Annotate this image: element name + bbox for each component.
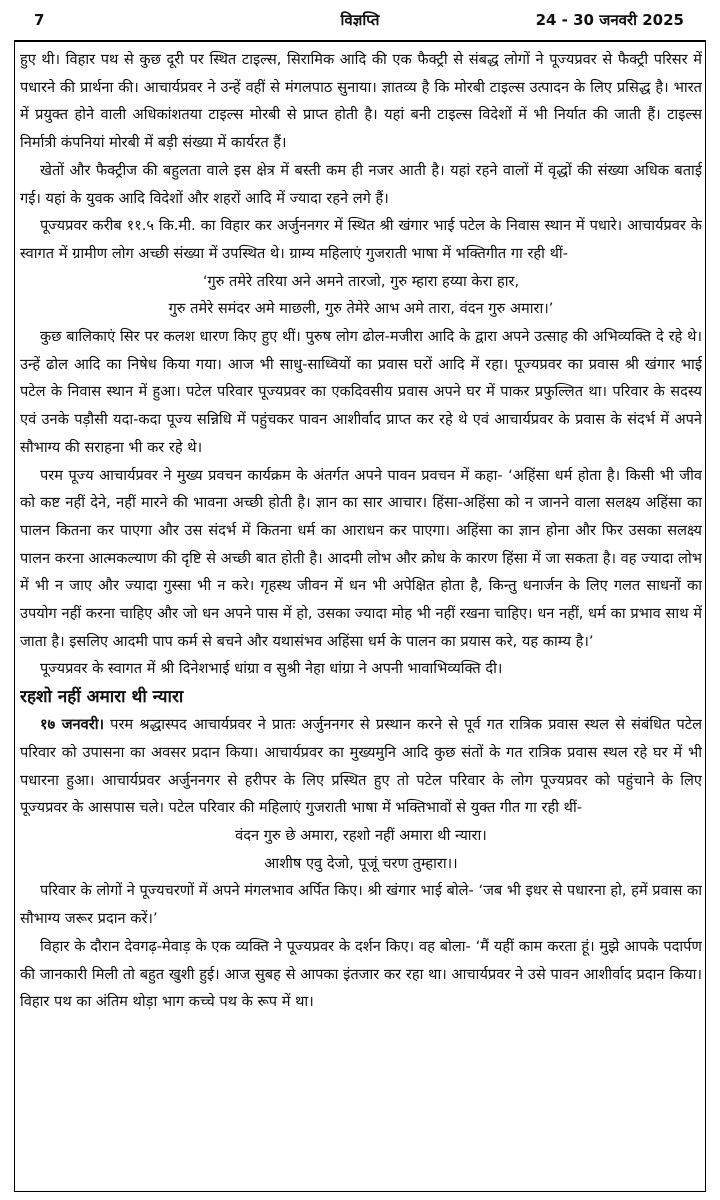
- paragraph-1: हुए थी। विहार पथ से कुछ दूरी पर स्थित टाइल्स, सिरामिक आदि की एक फैक्ट्री से संबद्ध लोगों ने पूज्यप्रवर से फैक्ट्री परिसर में पधारने की प्रार्थना की। आचार्यप्रवर ने उन्हें वहीं से मंगलपाठ सुनाया। ज्ञातव्य है कि मोरबी टाइल्स उत्पादन के लिए प्रसिद्ध है। भारत में प्रयुक्त होने वाली अधिकांशतया टाइल्स मोरबी से प्राप्त होती है। यहां बनी टाइल्स विदेशों में भी निर्यात की जाती हैं। टाइल्स निर्मात्री कंपनियां मोरबी में बड़ी संख्या में कार्यरत हैं।: [20, 51, 702, 152]
- paragraph-7-date: १७ जनवरी।: [40, 716, 105, 734]
- paragraph-9: विहार के दौरान देवगढ़-मेवाड़ के एक व्यक्ति ने पूज्यप्रवर के दर्शन किए। वह बोला- ‘मैं यहीं काम करता हूं। मुझे आपके पदार्पण की जानकारी मिली तो बहुत खुशी हुई। आज सुबह से आपका इंतजार कर रहा था। आचार्यप्रवर ने उसे पावन आशीर्वाद प्रदान किया। विहार पथ का अंतिम थोड़ा भाग कच्चे पथ के रूप में था।: [20, 937, 702, 1011]
- paragraph-7: [20, 711, 702, 822]
- paragraph-3: पूज्यप्रवर करीब ११.५ कि.मी. का विहार कर अर्जुननगर में स्थित श्री खंगार भाई पटेल के निवास स्थान में पधारे। आचार्यप्रवर के स्वागत में ग्रामीण लोग अच्छी संख्या में उपस्थित थे। ग्राम्य महिलाएं गुजराती भाषा में भक्तिगीत गा रही थीं-: [20, 217, 702, 262]
- paragraph-6: पूज्यप्रवर के स्वागत में श्री दिनेशभाई धांग्रा व सुश्री नेहा धांग्रा ने अपनी भावाभिव्यक्ति दी।: [40, 660, 503, 678]
- verse-1-line-1: ‘गुरु तमेरे तरिया अने अमने तारजो, गुरु म्हारा हय्या केरा हार,: [202, 272, 520, 290]
- page-header: [0, 0, 720, 40]
- publication-title: विज्ञप्ति: [340, 11, 380, 29]
- section-heading: रहशो नहीं अमारा थी न्यारा: [20, 687, 184, 708]
- page-number: 7: [34, 11, 45, 29]
- paragraph-2: खेतों और फैक्ट्रीज की बहुलता वाले इस क्षेत्र में बस्ती कम ही नजर आती है। यहां रहने वालों में वृद्धों की संख्या अधिक बताई गई। यहां के युवक आदि विदेशों और शहरों आदि में ज्यादा रहने लगे हैं।: [20, 161, 702, 207]
- paragraph-8: परिवार के लोगों ने पूज्यचरणों में अपने मंगलभाव अर्पित किए। श्री खंगार भाई बोले- ‘जब भी इधर से पधारना हो, हमें प्रवास का सौभाग्य जरूर प्रदान करें।’: [20, 882, 702, 928]
- article-body: [20, 46, 702, 1192]
- issue-date-range: 24 - 30 जनवरी 2025: [535, 11, 684, 29]
- paragraph-7-text: परम श्रद्धास्पद आचार्यप्रवर ने प्रातः अर्जुननगर से प्रस्थान करने से पूर्व गत रात्रिक प्रवास स्थल से संबंधित पटेल परिवार को उपासना का अवसर प्रदान किया। आचार्यप्रवर का मुख्यमुनि आदि कुछ संतों के गत रात्रिक प्रवास स्थल रहे घर में भी पधारना हुआ। आचार्यप्रवर अर्जुननगर से हरीपर के लिए प्रस्थित हुए तो पटेल परिवार के लोग पूज्यप्रवर को पहुंचाने के लिए पूज्यप्रवर के आसपास चले। पटेल परिवार की महिलाएं गुजराती भाषा में भक्तिभावों से युक्त गीत गा रही थीं-: [20, 716, 702, 817]
- verse-1-line-2: गुरु तमेरे समंदर अमे माछली, गुरु तेमेरे आभ अमे तारा, वंदन गुरु अमारा।’: [168, 300, 554, 318]
- verse-2-line-1: वंदन गुरु छे अमारा, रहशो नहीं अमारा थी न्यारा।: [235, 826, 487, 844]
- paragraph-4: कुछ बालिकाएं सिर पर कलश धारण किए हुए थीं। पुरुष लोग ढोल-मजीरा आदि के द्वारा अपने उत्साह की अभिव्यक्ति दे रहे थे। उन्हें ढोल आदि का निषेध किया गया। आज भी साधु-साध्वियों का प्रवास घरों आदि में रहा। पूज्यप्रवर का प्रवास श्री खंगार भाई पटेल के निवास स्थान में हुआ। पटेल परिवार पूज्यप्रवर का एकदिवसीय प्रवास अपने घर में पाकर प्रफुल्लित था। परिवार के सदस्य एवं उनके पड़ौसी यदा-कदा पूज्य सन्निधि में पहुंचकर पावन आशीर्वाद प्राप्त कर रहे थे एवं आचार्यप्रवर के प्रवास के संदर्भ में अपने सौभाग्य की सराहना भी कर रहे थे।: [20, 328, 702, 456]
- paragraph-5: परम पूज्य आचार्यप्रवर ने मुख्य प्रवचन कार्यक्रम के अंतर्गत अपने पावन प्रवचन में कहा- ‘अहिंसा धर्म होता है। किसी भी जीव को कष्ट नहीं देने, नहीं मारने की भावना अच्छी होती है। ज्ञान का सार आचार। हिंसा-अहिंसा को न जानने वाला सलक्ष्य अहिंसा का पालन कितना कर पाएगा और उस संदर्भ में कितना धर्म का आराधन कर पाएगा। अहिंसा का ज्ञान होना और फिर उसका सलक्ष्य पालन करना आत्मकल्याण की दृष्टि से अच्छी बात होती है। आदमी लोभ और क्रोध के कारण हिंसा में जा सकता है। वह ज्यादा लोभ में भी न जाए और ज्यादा गुस्सा भी न करे। गृहस्थ जीवन में धन भी अपेक्षित होता है, किन्तु धनार्जन के लिए गलत साधनों का उपयोग नहीं करना चाहिए और जो धन अपने पास में हो, उसका ज्यादा मोह भी नहीं रखना चाहिए। धन नहीं, धर्म का प्रभाव साथ में जाता है। इसलिए आदमी पाप कर्म से बचने और यथासंभव अहिंसा धर्म के पालन का प्रयास करे, यह काम्य है।’: [20, 466, 702, 650]
- verse-2-line-2: आशीष एवु देजो, पूजूं चरण तुम्हारा।।: [264, 854, 458, 872]
